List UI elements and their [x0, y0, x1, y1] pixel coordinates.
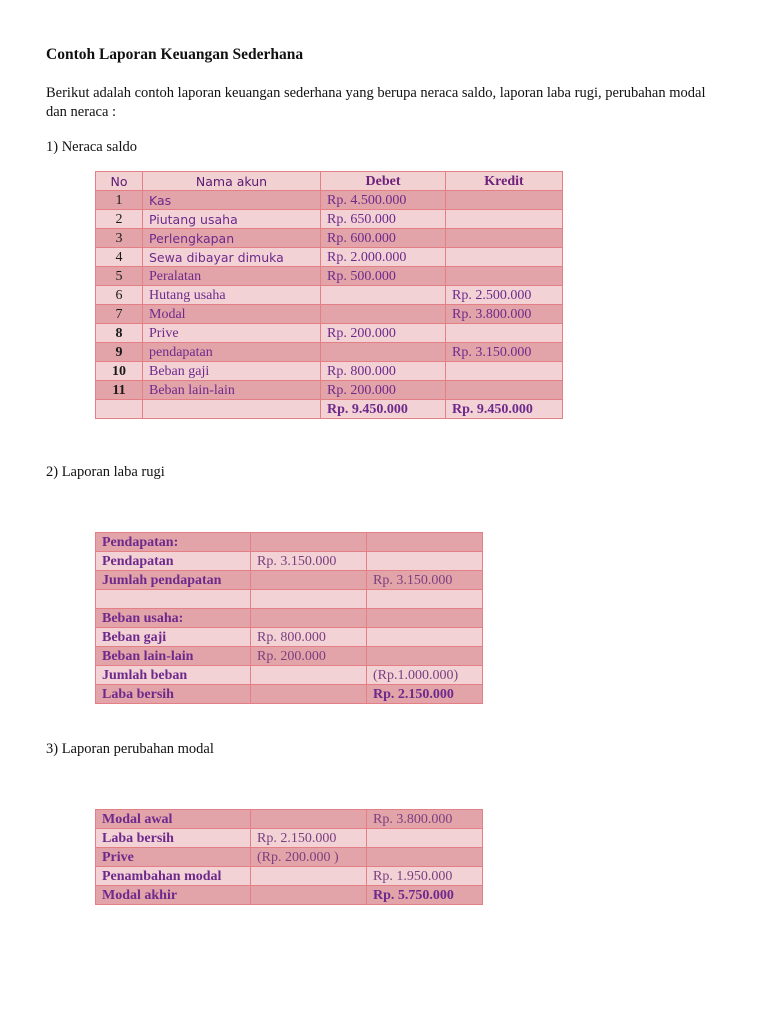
table-row: [96, 248, 563, 267]
section-heading-neraca-saldo: 1) Neraca saldo: [46, 139, 137, 155]
row-debet: [321, 286, 446, 305]
neraca-saldo-table: [95, 171, 563, 419]
row-no: 3: [96, 229, 143, 248]
row-no: 2: [96, 210, 143, 229]
row-debet: Rp. 600.000: [321, 229, 446, 248]
row-value-2: [367, 552, 483, 571]
row-kredit: [446, 324, 563, 343]
row-no: 7: [96, 305, 143, 324]
row-value-2: Rp. 3.800.000: [367, 810, 483, 829]
table-row: [96, 362, 563, 381]
row-debet: Rp. 4.500.000: [321, 191, 446, 210]
section-heading-perubahan-modal: 3) Laporan perubahan modal: [46, 741, 214, 757]
row-label: Laba bersih: [96, 685, 251, 704]
total-akun: [143, 400, 321, 419]
row-value-1: Rp. 200.000: [251, 647, 367, 666]
row-value-1: [251, 685, 367, 704]
row-label: Penambahan modal: [96, 867, 251, 886]
row-kredit: [446, 191, 563, 210]
row-label: Modal akhir: [96, 886, 251, 905]
row-akun: Peralatan: [143, 267, 321, 286]
table-row: [96, 210, 563, 229]
table-row: [96, 666, 483, 685]
row-no: 1: [96, 191, 143, 210]
header-no: No: [96, 172, 143, 191]
row-label: [96, 590, 251, 609]
table-row: [96, 305, 563, 324]
header-debet: Debet: [321, 172, 446, 191]
total-debet: Rp. 9.450.000: [321, 400, 446, 419]
row-label: Pendapatan:: [96, 533, 251, 552]
table-row: [96, 848, 483, 867]
row-akun: Sewa dibayar dimuka: [143, 248, 321, 267]
table-row: [96, 552, 483, 571]
row-value-1: [251, 609, 367, 628]
row-akun: Kas: [143, 191, 321, 210]
table-header-row: [96, 172, 563, 191]
row-no: 10: [96, 362, 143, 381]
row-value-1: [251, 886, 367, 905]
row-akun: Piutang usaha: [143, 210, 321, 229]
row-label: Beban gaji: [96, 628, 251, 647]
row-debet: Rp. 2.000.000: [321, 248, 446, 267]
intro-paragraph: Berikut adalah contoh laporan keuangan sederhana yang berupa neraca saldo, laporan laba rugi, perubahan modal dan neraca :: [46, 85, 706, 120]
total-row: [96, 400, 563, 419]
row-kredit: Rp. 3.150.000: [446, 343, 563, 362]
row-value-1: [251, 571, 367, 590]
row-value-1: [251, 867, 367, 886]
row-value-1: Rp. 3.150.000: [251, 552, 367, 571]
row-label: Beban usaha:: [96, 609, 251, 628]
row-value-2: [367, 829, 483, 848]
row-kredit: [446, 210, 563, 229]
table-row: [96, 286, 563, 305]
row-value-2: [367, 533, 483, 552]
row-value-2: [367, 590, 483, 609]
table-row: [96, 324, 563, 343]
table-row: [96, 810, 483, 829]
table-row: [96, 267, 563, 286]
row-label: Modal awal: [96, 810, 251, 829]
header-nama-akun: Nama akun: [143, 172, 321, 191]
table-row: [96, 571, 483, 590]
row-value-1: [251, 666, 367, 685]
row-akun: Beban gaji: [143, 362, 321, 381]
section-heading-laba-rugi: 2) Laporan laba rugi: [46, 464, 165, 480]
row-akun: pendapatan: [143, 343, 321, 362]
row-kredit: [446, 267, 563, 286]
row-debet: Rp. 650.000: [321, 210, 446, 229]
row-akun: Modal: [143, 305, 321, 324]
row-label: Jumlah beban: [96, 666, 251, 685]
header-kredit: Kredit: [446, 172, 563, 191]
row-akun: Perlengkapan: [143, 229, 321, 248]
row-value-1: [251, 590, 367, 609]
row-kredit: [446, 229, 563, 248]
row-value-2: Rp. 2.150.000: [367, 685, 483, 704]
row-debet: [321, 343, 446, 362]
row-label: Beban lain-lain: [96, 647, 251, 666]
row-value-2: Rp. 5.750.000: [367, 886, 483, 905]
table-row: [96, 609, 483, 628]
row-value-2: Rp. 1.950.000: [367, 867, 483, 886]
row-value-2: [367, 848, 483, 867]
row-label: Jumlah pendapatan: [96, 571, 251, 590]
row-no: 9: [96, 343, 143, 362]
table-row: [96, 191, 563, 210]
table-row: [96, 533, 483, 552]
table-row: [96, 829, 483, 848]
total-no: [96, 400, 143, 419]
row-value-2: Rp. 3.150.000: [367, 571, 483, 590]
perubahan-modal-table: [95, 809, 483, 905]
row-akun: Beban lain-lain: [143, 381, 321, 400]
row-akun: Hutang usaha: [143, 286, 321, 305]
row-kredit: Rp. 2.500.000: [446, 286, 563, 305]
row-value-1: Rp. 2.150.000: [251, 829, 367, 848]
row-value-2: [367, 609, 483, 628]
row-no: 5: [96, 267, 143, 286]
row-value-1: [251, 533, 367, 552]
row-value-1: (Rp. 200.000 ): [251, 848, 367, 867]
row-label: Pendapatan: [96, 552, 251, 571]
row-no: 6: [96, 286, 143, 305]
row-no: 11: [96, 381, 143, 400]
row-kredit: Rp. 3.800.000: [446, 305, 563, 324]
row-label: Laba bersih: [96, 829, 251, 848]
table-row: [96, 628, 483, 647]
row-value-2: [367, 647, 483, 666]
row-label: Prive: [96, 848, 251, 867]
table-row: [96, 685, 483, 704]
row-value-2: (Rp.1.000.000): [367, 666, 483, 685]
total-kredit: Rp. 9.450.000: [446, 400, 563, 419]
row-debet: Rp. 200.000: [321, 324, 446, 343]
row-debet: Rp. 800.000: [321, 362, 446, 381]
row-kredit: [446, 362, 563, 381]
row-akun: Prive: [143, 324, 321, 343]
row-no: 4: [96, 248, 143, 267]
table-row: [96, 590, 483, 609]
table-row: [96, 867, 483, 886]
table-row: [96, 343, 563, 362]
row-debet: [321, 305, 446, 324]
table-row: [96, 647, 483, 666]
table-row: [96, 381, 563, 400]
laba-rugi-table: [95, 532, 483, 704]
row-value-1: [251, 810, 367, 829]
row-value-1: Rp. 800.000: [251, 628, 367, 647]
table-row: [96, 886, 483, 905]
row-kredit: [446, 381, 563, 400]
table-row: [96, 229, 563, 248]
row-no: 8: [96, 324, 143, 343]
row-value-2: [367, 628, 483, 647]
row-kredit: [446, 248, 563, 267]
page-title: Contoh Laporan Keuangan Sederhana: [46, 46, 304, 63]
row-debet: Rp. 200.000: [321, 381, 446, 400]
row-debet: Rp. 500.000: [321, 267, 446, 286]
